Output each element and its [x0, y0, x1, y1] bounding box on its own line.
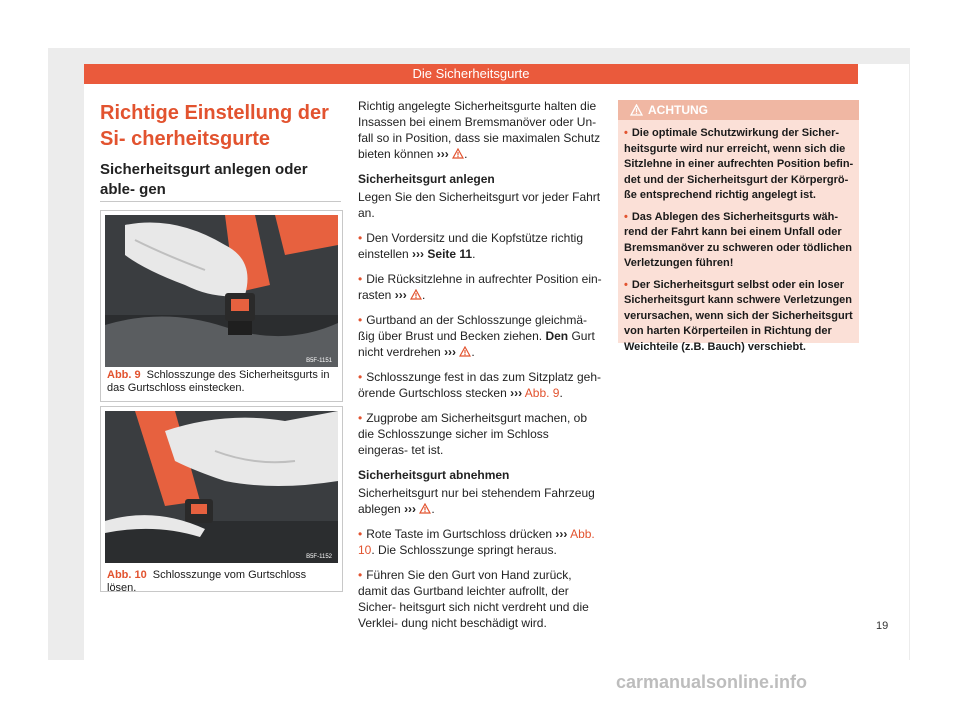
bullet-text: Gurt nicht verdrehen — [358, 329, 595, 359]
watermark: carmanualsonline.info — [616, 672, 808, 692]
arrow: ››› — [555, 527, 568, 541]
abnehmen-heading: Sicherheitsgurt abnehmen — [358, 468, 510, 482]
bullet-text: Gurtband an der Schlosszunge gleichmä- ßig über Brust und Becken ziehen. — [358, 313, 587, 343]
bullet-item: • Schlosszunge fest in das zum Sitzplatz geh- örende Gurtschloss stecken ››› Abb. 9. — [358, 369, 602, 401]
body-text — [358, 98, 602, 640]
bullet-item — [358, 567, 602, 631]
arrow: ››› — [412, 247, 425, 261]
caption-text: Schlosszunge vom Gurtschloss lösen. — [107, 569, 307, 594]
warning-triangle-icon — [630, 104, 643, 116]
abnehmen-paragraph: Sicherheitsgurt nur bei stehendem Fahrzeug ablegen ››› . — [358, 486, 595, 516]
page-number: 19 — [876, 620, 889, 632]
arrow: ››› — [436, 147, 449, 161]
bullet-text: Den Vordersitz und die Kopfstütze richtig einstellen — [358, 231, 583, 261]
figure-reference[interactable]: Abb. 10 — [358, 527, 595, 557]
arrow: ››› — [444, 345, 457, 359]
warning-item: • Die optimale Schutzwirkung der Sicher- heitsgurte wird nur erreicht, wenn sich die Sitzlehne in einer aufrechten Position befin- det und der Sicherheitsgurt der Körpergrö- ße entsprechend richtig angelegt ist. — [624, 126, 854, 204]
warning-triangle-icon — [459, 346, 471, 357]
bullet-text: Die Rücksitzlehne in aufrechter Position ein- rasten — [358, 272, 602, 302]
intro-text: Richtig angelegte Sicherheitsgurte halten die Insassen bei einem Bremsmanöver oder Un- fall so in Position, dass sie maximalen Schutz bieten können — [358, 99, 601, 161]
caption-text: Schlosszunge des Sicherheitsgurts in das Gurtschloss einstecken. — [107, 369, 330, 394]
figure-label: Abb. 10 — [107, 569, 147, 581]
anlegen-text: Legen Sie den Sicherheitsgurt vor jeder Fahrt an. — [358, 190, 601, 220]
figure-code: B5F-1152 — [306, 554, 332, 560]
bullet-text: Schlosszunge fest in das zum Sitzplatz geh- örende Gurtschloss stecken — [358, 370, 601, 400]
bullet-text: . Die Schlosszunge springt heraus. — [371, 543, 557, 557]
figure-reference[interactable]: Abb. 9 — [524, 386, 560, 400]
bullet-item: • Den Vordersitz und die Kopfstütze richtig einstellen ››› Seite 11. — [358, 230, 602, 262]
arrow: ››› — [404, 502, 417, 516]
warning-item: • Der Sicherheitsgurt selbst oder ein loser Sicherheitsgurt kann schwere Verletzungen verursachen, wenn sich der Sicherheitsgurt von harten Körperteilen in Richtung der Weichteile (z.B. Bauch) verschiebt. — [624, 278, 854, 356]
bullet-item: • Gurtband an der Schlosszunge gleichmä- ßig über Brust und Becken ziehen. Den Gurt nicht verdrehen ››› . — [358, 312, 602, 360]
warning-triangle-icon — [410, 289, 422, 300]
figure-9 — [100, 210, 343, 402]
arrow: ››› — [394, 288, 407, 302]
arrow: ››› — [510, 386, 523, 400]
section-title: Richtige Einstellung der Si- cherheitsgurte — [100, 102, 329, 150]
anlegen-heading: Sicherheitsgurt anlegen — [358, 172, 495, 186]
abnehmen-text: Sicherheitsgurt nur bei stehendem Fahrzeug ablegen — [358, 486, 595, 516]
page-reference[interactable]: Seite 11 — [427, 247, 473, 261]
bold-word: Den — [545, 329, 569, 343]
chapter-header: Die Sicherheitsgurte — [84, 64, 858, 84]
intro-paragraph: Richtig angelegte Sicherheitsgurte halten die Insassen bei einem Bremsmanöver oder Un- fall so in Position, dass sie maximalen Schutz bieten können ››› . — [358, 99, 601, 161]
warning-item: • Das Ablegen des Sicherheitsgurts wäh- rend der Fahrt kann bei einem Unfall oder Bremsmanöver zu schweren oder tödlichen Verletzungen führen! — [624, 210, 854, 272]
warning-header — [618, 100, 859, 120]
figure-10-image — [105, 411, 338, 563]
bullet-text: Rote Taste im Gurtschloss drücken — [366, 527, 553, 541]
bullet-item: • Die Rücksitzlehne in aufrechter Position ein- rasten ››› . — [358, 271, 602, 303]
warning-list — [624, 126, 854, 361]
figure-label: Abb. 9 — [107, 369, 141, 381]
figure-9-image — [105, 215, 338, 367]
bullet-text: Führen Sie den Gurt von Hand zurück, damit das Gurtband leichter aufrollt, der Sicher- heitsgurt sich nicht verdreht und die Verklei- dung nicht beschädigt wird. — [358, 568, 589, 630]
figure-10-caption — [107, 569, 337, 595]
divider — [100, 201, 341, 202]
bullet-item — [358, 410, 602, 458]
subsection-title: Sicherheitsgurt anlegen oder able- gen — [100, 161, 308, 198]
warning-triangle-icon — [419, 503, 431, 514]
bullet-text: Zugprobe am Sicherheitsgurt machen, ob die Schlosszunge sicher im Schloss eingeras- tet ist. — [358, 411, 587, 457]
figure-10 — [100, 406, 343, 592]
warning-triangle-icon — [452, 148, 464, 159]
bullet-item — [358, 526, 602, 558]
warning-title: ACHTUNG — [648, 103, 708, 117]
figure-code: B5F-1151 — [306, 358, 332, 364]
figure-9-caption — [107, 369, 337, 395]
